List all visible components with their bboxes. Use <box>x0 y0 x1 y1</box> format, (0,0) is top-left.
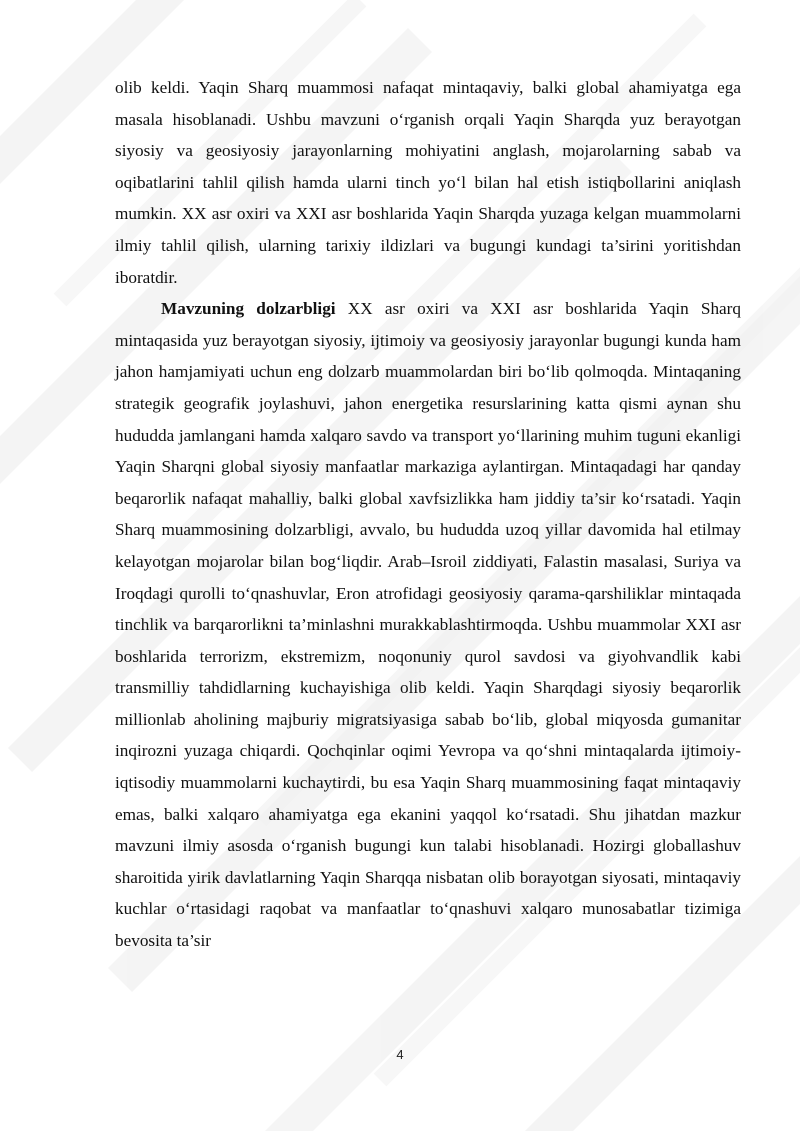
paragraph-relevance <box>115 293 741 956</box>
body-text <box>115 72 741 957</box>
paragraph-relevance-body: XX asr oxiri va XXI asr boshlarida Yaqin Sharq mintaqasida yuz berayotgan siyosiy, ijtimoiy va geosiyosiy jarayonlar bugungi kunda ham jahon hamjamiyati uchun eng dolzarb muammolardan biri bo‘lib qolmoqda. Mintaqaning strategik geografik joylashuvi, jahon energetika resurslarining katta qismi aynan shu hududda jamlangani hamda xalqaro savdo va transport yo‘llarining muhim tuguni ekanligi Yaqin Sharqni global siyosiy manfaatlar markaziga aylantirgan. Mintaqadagi har qanday beqarorlik nafaqat mahalliy, balki global xavfsizlikka ham jiddiy ta’sir ko‘rsatadi. Yaqin Sharq muammosining dolzarbligi, avvalo, bu hududda uzoq yillar davomida hal etilmay kelayotgan mojarolar bilan bog‘liqdir. Arab–Isroil ziddiyati, Falastin masalasi, Suriya va Iroqdagi qurolli to‘qnashuvlar, Eron atrofidagi geosiyosiy qarama-qarshiliklar mintaqada tinchlik va barqarorlikni ta’minlashni murakkablashtirmoqda. Ushbu muammolar XXI asr boshlarida terrorizm, ekstremizm, noqonuniy qurol savdosi va giyohvandlik kabi transmilliy tahdidlarning kuchayishiga olib keldi. Yaqin Sharqdagi siyosiy beqarorlik millionlab aholining majburiy migratsiyasiga sabab bo‘lib, global miqyosda gumanitar inqirozni yuzaga chiqardi. Qochqinlar oqimi Yevropa va qo‘shni mintaqalarda ijtimoiy-iqtisodiy muammolarni kuchaytirdi, bu esa Yaqin Sharq muammosining faqat mintaqaviy emas, balki xalqaro ahamiyatga ega ekanini yaqqol ko‘rsatadi. Shu jihatdan mazkur mavzuni ilmiy asosda o‘rganish bugungi kun talabi hisoblanadi. Hozirgi globallashuv sharoitida yirik davlatlarning Yaqin Sharqqa nisbatan olib borayotgan siyosati, mintaqaviy kuchlar o‘rtasidagi raqobat va manfaatlar to‘qnashuvi xalqaro munosabatlar tizimiga bevosita ta’sir <box>115 299 741 951</box>
page-number: 4 <box>396 1047 404 1062</box>
paragraph-lead-heading: Mavzuning dolzarbligi <box>161 299 336 319</box>
paragraph-continued: olib keldi. Yaqin Sharq muammosi nafaqat mintaqaviy, balki global ahamiyatga ega masala hisoblanadi. Ushbu mavzuni o‘rganish orqali Yaqin Sharqda yuz berayotgan siyosiy va geosiyosiy jarayonlarning mohiyatini anglash, mojarolarning sabab va oqibatlarini tahlil qilish hamda ularni tinch yo‘l bilan hal etish istiqbollarini aniqlash mumkin. XX asr oxiri va XXI asr boshlarida Yaqin Sharqda yuzaga kelgan muammolarni ilmiy tahlil qilish, ularning tarixiy ildizlari va bugungi kundagi ta’sirini yoritishdan iboratdir. <box>115 78 741 287</box>
